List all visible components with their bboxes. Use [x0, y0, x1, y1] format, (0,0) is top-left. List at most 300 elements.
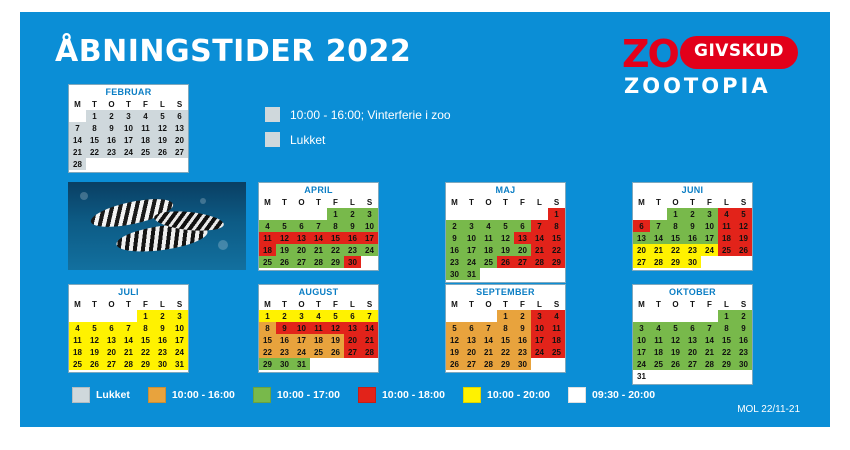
- day-cell: 13: [103, 334, 120, 346]
- month-table: [633, 196, 752, 268]
- day-cell: 10: [463, 232, 480, 244]
- weekday-header-cell: S: [176, 299, 183, 309]
- empty-cell: [86, 158, 103, 170]
- day-cell: 2: [344, 208, 361, 220]
- week-row: [446, 310, 565, 322]
- day-cell: 8: [667, 220, 684, 232]
- day-cell: 29: [259, 358, 276, 370]
- empty-cell: [684, 310, 701, 322]
- week-row: [446, 244, 565, 256]
- day-cell: 29: [497, 358, 514, 370]
- weekday-header-cell: L: [160, 99, 165, 109]
- day-cell: 9: [276, 322, 293, 334]
- day-cell: 9: [446, 232, 463, 244]
- day-cell: 30: [446, 268, 463, 280]
- day-cell: 21: [310, 244, 327, 256]
- day-cell: 28: [650, 256, 667, 268]
- weekday-header-cell: F: [333, 197, 338, 207]
- day-cell: 10: [531, 322, 548, 334]
- month-name: APRIL: [259, 183, 378, 196]
- day-cell: 25: [69, 358, 86, 370]
- day-cell: 11: [548, 322, 565, 334]
- day-cell: 8: [86, 122, 103, 134]
- day-cell: 20: [171, 134, 188, 146]
- empty-cell: [120, 310, 137, 322]
- day-cell: 15: [86, 134, 103, 146]
- weekday-header-cell: T: [690, 299, 695, 309]
- day-cell: 30: [154, 358, 171, 370]
- week-row: [633, 220, 752, 232]
- document-code: MOL 22/11-21: [737, 404, 800, 415]
- weekday-header-cell: T: [503, 299, 508, 309]
- day-cell: 9: [154, 322, 171, 334]
- day-cell: 24: [293, 346, 310, 358]
- day-cell: 30: [684, 256, 701, 268]
- empty-cell: [463, 310, 480, 322]
- day-cell: 2: [446, 220, 463, 232]
- day-cell: 18: [718, 232, 735, 244]
- day-cell: 27: [344, 346, 361, 358]
- month-calendar: [445, 182, 566, 283]
- empty-cell: [701, 256, 718, 268]
- day-cell: 2: [103, 110, 120, 122]
- day-cell: 10: [120, 122, 137, 134]
- weekday-header-cell: T: [126, 99, 131, 109]
- day-cell: 20: [684, 346, 701, 358]
- day-cell: 2: [514, 310, 531, 322]
- month-calendar: [258, 182, 379, 271]
- weekday-header-cell: M: [451, 197, 458, 207]
- givskud-zootopia-logo: [622, 30, 802, 102]
- empty-cell: [548, 358, 565, 370]
- empty-cell: [480, 268, 497, 280]
- month-name: JULI: [69, 285, 188, 298]
- day-cell: 29: [667, 256, 684, 268]
- weekday-header-row: [446, 298, 565, 310]
- day-cell: 22: [497, 346, 514, 358]
- day-cell: 1: [86, 110, 103, 122]
- week-row: [446, 256, 565, 268]
- weekday-header-cell: O: [485, 197, 492, 207]
- day-cell: 3: [531, 310, 548, 322]
- logo-z-text: ZO: [622, 32, 678, 76]
- weekday-header-cell: S: [366, 197, 373, 207]
- day-cell: 3: [171, 310, 188, 322]
- weekday-header-cell: T: [316, 197, 321, 207]
- empty-cell: [154, 158, 171, 170]
- day-cell: 17: [701, 232, 718, 244]
- weekday-header-cell: F: [143, 299, 148, 309]
- month-name: OKTOBER: [633, 285, 752, 298]
- weekday-header-cell: L: [724, 299, 729, 309]
- day-cell: 10: [171, 322, 188, 334]
- day-cell: 23: [446, 256, 463, 268]
- day-cell: 26: [327, 346, 344, 358]
- weekday-header-cell: O: [298, 299, 305, 309]
- day-cell: 22: [137, 346, 154, 358]
- day-cell: 11: [480, 232, 497, 244]
- day-cell: 4: [137, 110, 154, 122]
- day-cell: 15: [137, 334, 154, 346]
- weekday-header-cell: L: [724, 197, 729, 207]
- weekday-header-cell: M: [264, 197, 271, 207]
- week-row: [633, 346, 752, 358]
- day-cell: 21: [701, 346, 718, 358]
- day-cell: 13: [514, 232, 531, 244]
- day-cell: 31: [463, 268, 480, 280]
- weekday-header-cell: L: [350, 299, 355, 309]
- weekday-header-row: [69, 298, 188, 310]
- month-name: JUNI: [633, 183, 752, 196]
- bottom-legend-item: [568, 387, 655, 403]
- day-cell: 30: [514, 358, 531, 370]
- week-row: [633, 370, 752, 382]
- day-cell: 14: [310, 232, 327, 244]
- day-cell: 19: [497, 244, 514, 256]
- month-calendar: [258, 284, 379, 373]
- day-cell: 9: [344, 220, 361, 232]
- weekday-header-cell: T: [282, 299, 287, 309]
- day-cell: 12: [154, 122, 171, 134]
- day-cell: 15: [259, 334, 276, 346]
- day-cell: 10: [633, 334, 650, 346]
- week-row: [69, 334, 188, 346]
- poster-background: [20, 12, 830, 427]
- weekday-header-cell: S: [740, 299, 747, 309]
- day-cell: 19: [86, 346, 103, 358]
- empty-cell: [497, 208, 514, 220]
- week-row: [69, 122, 188, 134]
- day-cell: 15: [548, 232, 565, 244]
- legend-swatch-icon: [358, 387, 376, 403]
- week-row: [633, 310, 752, 322]
- week-row: [69, 322, 188, 334]
- empty-cell: [293, 208, 310, 220]
- empty-cell: [548, 268, 565, 280]
- day-cell: 28: [120, 358, 137, 370]
- bubble-shape: [218, 240, 228, 250]
- day-cell: 27: [684, 358, 701, 370]
- bottom-legend-label: 10:00 - 16:00: [171, 389, 235, 401]
- day-cell: 18: [310, 334, 327, 346]
- week-row: [259, 310, 378, 322]
- empty-cell: [259, 208, 276, 220]
- week-row: [259, 334, 378, 346]
- day-cell: 2: [276, 310, 293, 322]
- day-cell: 1: [718, 310, 735, 322]
- month-name: AUGUST: [259, 285, 378, 298]
- day-cell: 5: [497, 220, 514, 232]
- day-cell: 3: [120, 110, 137, 122]
- empty-cell: [531, 208, 548, 220]
- empty-cell: [633, 310, 650, 322]
- legend-swatch-icon: [463, 387, 481, 403]
- day-cell: 4: [310, 310, 327, 322]
- day-cell: 19: [154, 134, 171, 146]
- month-table: [633, 298, 752, 382]
- day-cell: 27: [293, 256, 310, 268]
- week-row: [69, 158, 188, 170]
- week-row: [633, 334, 752, 346]
- weekday-header-cell: T: [503, 197, 508, 207]
- weekday-header-row: [633, 298, 752, 310]
- day-cell: 27: [514, 256, 531, 268]
- day-cell: 6: [463, 322, 480, 334]
- day-cell: 23: [154, 346, 171, 358]
- week-row: [633, 256, 752, 268]
- day-cell: 8: [259, 322, 276, 334]
- weekday-header-cell: F: [707, 299, 712, 309]
- day-cell: 18: [69, 346, 86, 358]
- bottom-legend-label: 10:00 - 18:00: [381, 389, 445, 401]
- day-cell: 24: [361, 244, 378, 256]
- day-cell: 25: [480, 256, 497, 268]
- day-cell: 16: [154, 334, 171, 346]
- day-cell: 16: [684, 232, 701, 244]
- weekday-header-cell: T: [316, 299, 321, 309]
- weekday-header-cell: T: [282, 197, 287, 207]
- day-cell: 25: [650, 358, 667, 370]
- day-cell: 4: [69, 322, 86, 334]
- week-row: [446, 322, 565, 334]
- day-cell: 28: [531, 256, 548, 268]
- day-cell: 13: [633, 232, 650, 244]
- week-row: [633, 208, 752, 220]
- empty-cell: [480, 208, 497, 220]
- day-cell: 7: [361, 310, 378, 322]
- weekday-header-cell: S: [740, 197, 747, 207]
- week-row: [259, 256, 378, 268]
- day-cell: 13: [684, 334, 701, 346]
- week-row: [446, 220, 565, 232]
- empty-cell: [735, 370, 752, 382]
- day-cell: 13: [344, 322, 361, 334]
- week-row: [259, 232, 378, 244]
- day-cell: 5: [86, 322, 103, 334]
- empty-cell: [701, 370, 718, 382]
- day-cell: 30: [735, 358, 752, 370]
- day-cell: 17: [463, 244, 480, 256]
- day-cell: 6: [684, 322, 701, 334]
- day-cell: 20: [463, 346, 480, 358]
- empty-cell: [310, 358, 327, 370]
- day-cell: 5: [327, 310, 344, 322]
- day-cell: 6: [171, 110, 188, 122]
- day-cell: 2: [735, 310, 752, 322]
- day-cell: 18: [650, 346, 667, 358]
- weekday-header-row: [446, 196, 565, 208]
- weekday-header-cell: T: [656, 197, 661, 207]
- day-cell: 1: [259, 310, 276, 322]
- month-calendar: [68, 284, 189, 373]
- empty-cell: [171, 158, 188, 170]
- day-cell: 20: [293, 244, 310, 256]
- day-cell: 23: [514, 346, 531, 358]
- day-cell: 10: [701, 220, 718, 232]
- day-cell: 7: [69, 122, 86, 134]
- weekday-header-cell: S: [553, 299, 560, 309]
- day-cell: 5: [276, 220, 293, 232]
- day-cell: 16: [344, 232, 361, 244]
- empty-cell: [480, 310, 497, 322]
- day-cell: 9: [684, 220, 701, 232]
- weekday-header-cell: O: [108, 99, 115, 109]
- empty-cell: [69, 310, 86, 322]
- day-cell: 3: [701, 208, 718, 220]
- day-cell: 17: [531, 334, 548, 346]
- day-cell: 23: [103, 146, 120, 158]
- weekday-header-cell: F: [333, 299, 338, 309]
- weekday-header-cell: T: [690, 197, 695, 207]
- day-cell: 12: [735, 220, 752, 232]
- day-cell: 1: [137, 310, 154, 322]
- weekday-header-cell: T: [469, 299, 474, 309]
- day-cell: 26: [154, 146, 171, 158]
- weekday-header-cell: S: [366, 299, 373, 309]
- day-cell: 21: [531, 244, 548, 256]
- day-cell: 22: [548, 244, 565, 256]
- day-cell: 8: [548, 220, 565, 232]
- month-table: [259, 298, 378, 370]
- day-cell: 4: [259, 220, 276, 232]
- day-cell: 21: [480, 346, 497, 358]
- day-cell: 13: [463, 334, 480, 346]
- day-cell: 16: [446, 244, 463, 256]
- month-name: MAJ: [446, 183, 565, 196]
- bottom-legend-item: [253, 387, 340, 403]
- day-cell: 22: [667, 244, 684, 256]
- day-cell: 1: [327, 208, 344, 220]
- day-cell: 12: [276, 232, 293, 244]
- day-cell: 9: [735, 322, 752, 334]
- day-cell: 27: [103, 358, 120, 370]
- zebra-photo: [68, 182, 246, 270]
- bottom-legend-label: Lukket: [96, 389, 130, 401]
- empty-cell: [327, 358, 344, 370]
- day-cell: 29: [327, 256, 344, 268]
- week-row: [446, 232, 565, 244]
- empty-cell: [69, 110, 86, 122]
- empty-cell: [344, 358, 361, 370]
- day-cell: 19: [735, 232, 752, 244]
- week-row: [633, 232, 752, 244]
- weekday-header-cell: L: [350, 197, 355, 207]
- day-cell: 12: [667, 334, 684, 346]
- weekday-header-cell: L: [537, 197, 542, 207]
- empty-cell: [667, 310, 684, 322]
- day-cell: 19: [276, 244, 293, 256]
- day-cell: 25: [137, 146, 154, 158]
- week-row: [446, 334, 565, 346]
- day-cell: 17: [171, 334, 188, 346]
- day-cell: 23: [276, 346, 293, 358]
- week-row: [69, 346, 188, 358]
- day-cell: 7: [120, 322, 137, 334]
- day-cell: 3: [293, 310, 310, 322]
- day-cell: 20: [103, 346, 120, 358]
- day-cell: 24: [633, 358, 650, 370]
- bottom-legend-item: [72, 387, 130, 403]
- month-table: [446, 196, 565, 280]
- day-cell: 11: [69, 334, 86, 346]
- empty-cell: [650, 370, 667, 382]
- top-legend: [265, 107, 451, 157]
- top-legend-item: [265, 132, 451, 147]
- day-cell: 6: [514, 220, 531, 232]
- weekday-header-row: [259, 196, 378, 208]
- weekday-header-row: [633, 196, 752, 208]
- day-cell: 12: [497, 232, 514, 244]
- day-cell: 26: [667, 358, 684, 370]
- day-cell: 20: [633, 244, 650, 256]
- empty-cell: [310, 208, 327, 220]
- month-calendar: [445, 284, 566, 373]
- day-cell: 24: [120, 146, 137, 158]
- legend-swatch-icon: [72, 387, 90, 403]
- day-cell: 14: [361, 322, 378, 334]
- day-cell: 4: [548, 310, 565, 322]
- empty-cell: [276, 208, 293, 220]
- day-cell: 28: [310, 256, 327, 268]
- day-cell: 4: [718, 208, 735, 220]
- day-cell: 29: [718, 358, 735, 370]
- week-row: [259, 346, 378, 358]
- week-row: [69, 110, 188, 122]
- empty-cell: [531, 358, 548, 370]
- month-table: [69, 298, 188, 370]
- week-row: [633, 322, 752, 334]
- day-cell: 22: [259, 346, 276, 358]
- month-table: [69, 98, 188, 170]
- day-cell: 26: [276, 256, 293, 268]
- bottom-legend-item: [358, 387, 445, 403]
- day-cell: 21: [650, 244, 667, 256]
- legend-swatch-icon: [265, 132, 280, 147]
- empty-cell: [497, 268, 514, 280]
- day-cell: 18: [548, 334, 565, 346]
- day-cell: 15: [667, 232, 684, 244]
- empty-cell: [86, 310, 103, 322]
- month-table: [259, 196, 378, 268]
- bottom-legend-label: 10:00 - 17:00: [276, 389, 340, 401]
- day-cell: 14: [480, 334, 497, 346]
- day-cell: 16: [276, 334, 293, 346]
- week-row: [446, 208, 565, 220]
- weekday-header-cell: T: [92, 99, 97, 109]
- day-cell: 28: [69, 158, 86, 170]
- empty-cell: [120, 158, 137, 170]
- day-cell: 11: [718, 220, 735, 232]
- day-cell: 8: [718, 322, 735, 334]
- day-cell: 16: [735, 334, 752, 346]
- weekday-header-cell: O: [672, 299, 679, 309]
- legend-swatch-icon: [568, 387, 586, 403]
- day-cell: 25: [718, 244, 735, 256]
- day-cell: 16: [103, 134, 120, 146]
- day-cell: 29: [137, 358, 154, 370]
- day-cell: 22: [86, 146, 103, 158]
- day-cell: 16: [514, 334, 531, 346]
- day-cell: 5: [446, 322, 463, 334]
- day-cell: 26: [446, 358, 463, 370]
- month-name: SEPTEMBER: [446, 285, 565, 298]
- day-cell: 11: [310, 322, 327, 334]
- empty-cell: [718, 256, 735, 268]
- bottom-legend-label: 10:00 - 20:00: [486, 389, 551, 401]
- week-row: [69, 146, 188, 158]
- day-cell: 3: [633, 322, 650, 334]
- day-cell: 3: [463, 220, 480, 232]
